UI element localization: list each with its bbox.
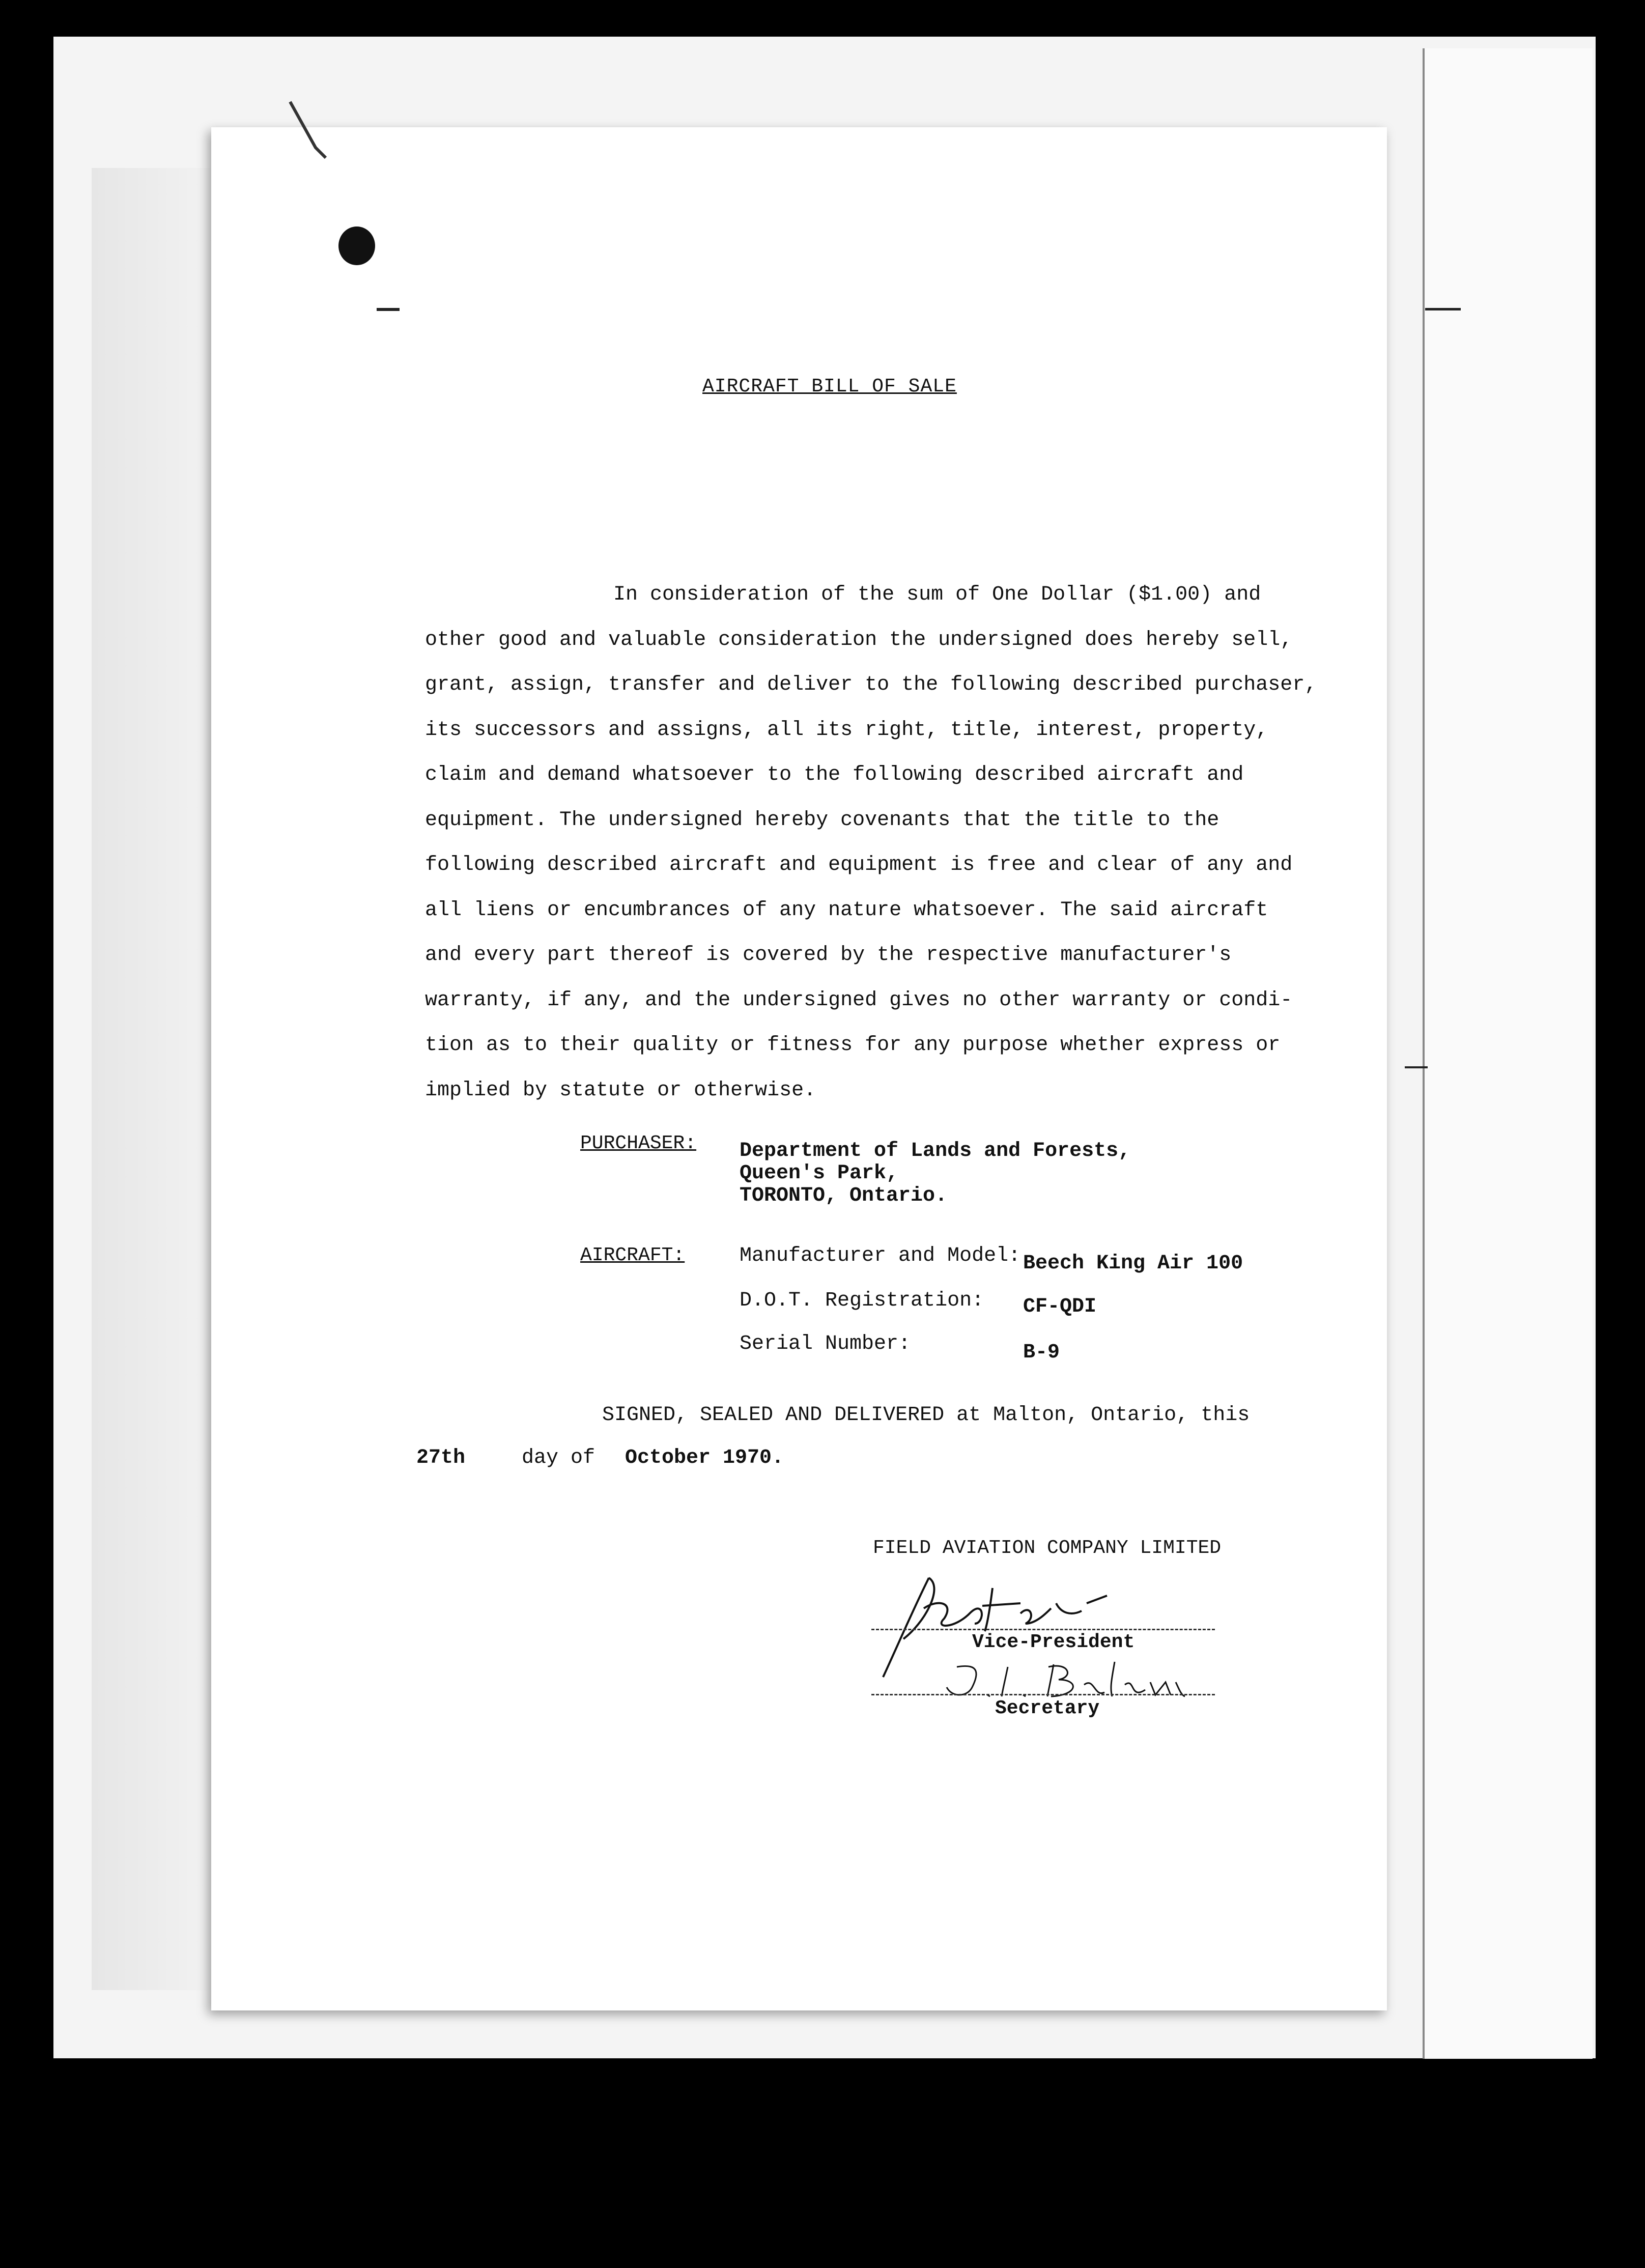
body-line: all liens or encumbrances of any nature whatsoever. The said aircraft: [425, 898, 1268, 922]
body-line: grant, assign, transfer and deliver to the following described purchaser,: [425, 673, 1317, 696]
backing-sheet: [1423, 48, 1593, 2059]
body-line: implied by statute or otherwise.: [425, 1079, 816, 1102]
body-line: its successors and assigns, all its right, title, interest, property,: [425, 718, 1268, 742]
signed-statement: SIGNED, SEALED AND DELIVERED at Malton, Ontario, this: [602, 1404, 1250, 1427]
purchaser-name: [740, 1140, 1130, 1207]
date-day-of: day of: [522, 1447, 595, 1469]
purchaser-line: Department of Lands and Forests,: [740, 1140, 1131, 1163]
purchaser-label: PURCHASER:: [580, 1132, 697, 1154]
document-title: AIRCRAFT BILL OF SALE: [702, 376, 957, 398]
body-line: In consideration of the sum of One Dollar ($1.00) and: [613, 583, 1261, 606]
scan-mark: [1405, 1066, 1428, 1068]
body-line: claim and demand whatsoever to the following described aircraft and: [425, 763, 1244, 786]
date-month-year: October 1970.: [625, 1447, 784, 1469]
body-line: other good and valuable consideration the undersigned does hereby sell,: [425, 628, 1293, 651]
signature-line: [871, 1629, 1215, 1630]
signature-line: [871, 1694, 1215, 1695]
staple-mark: [285, 97, 331, 163]
binder-hole: [338, 226, 375, 265]
body-line: tion as to their quality or fitness for any purpose whether express or: [425, 1034, 1281, 1057]
spec-value-serial: B-9: [1023, 1341, 1060, 1364]
spec-key-serial: Serial Number:: [740, 1333, 911, 1355]
scan-mark: [1425, 308, 1461, 310]
company-name: FIELD AVIATION COMPANY LIMITED: [873, 1537, 1222, 1559]
purchaser-line: Queen's Park,: [740, 1162, 899, 1185]
secretary-signature: [942, 1657, 1186, 1703]
spec-key-model: Manufacturer and Model:: [740, 1244, 1021, 1267]
body-line: warranty, if any, and the undersigned gives no other warranty or condi-: [425, 988, 1293, 1012]
spec-value-registration: CF-QDI: [1023, 1295, 1097, 1318]
spec-value-model: Beech King Air 100: [1023, 1252, 1243, 1275]
scan-mark: [377, 308, 400, 311]
role-vice-president: Vice-President: [972, 1631, 1135, 1653]
body-line: and every part thereof is covered by the respective manufacturer's: [425, 944, 1232, 967]
purchaser-line: TORONTO, Ontario.: [740, 1184, 948, 1207]
page-shadow: [92, 168, 214, 1990]
spec-key-registration: D.O.T. Registration:: [740, 1289, 984, 1312]
date-day: 27th: [416, 1447, 466, 1469]
body-line: equipment. The undersigned hereby covenants that the title to the: [425, 808, 1219, 832]
body-line: following described aircraft and equipment is free and clear of any and: [425, 854, 1293, 876]
role-secretary: Secretary: [995, 1697, 1100, 1719]
aircraft-label: AIRCRAFT:: [580, 1244, 685, 1266]
body-paragraph: [425, 573, 1317, 1113]
